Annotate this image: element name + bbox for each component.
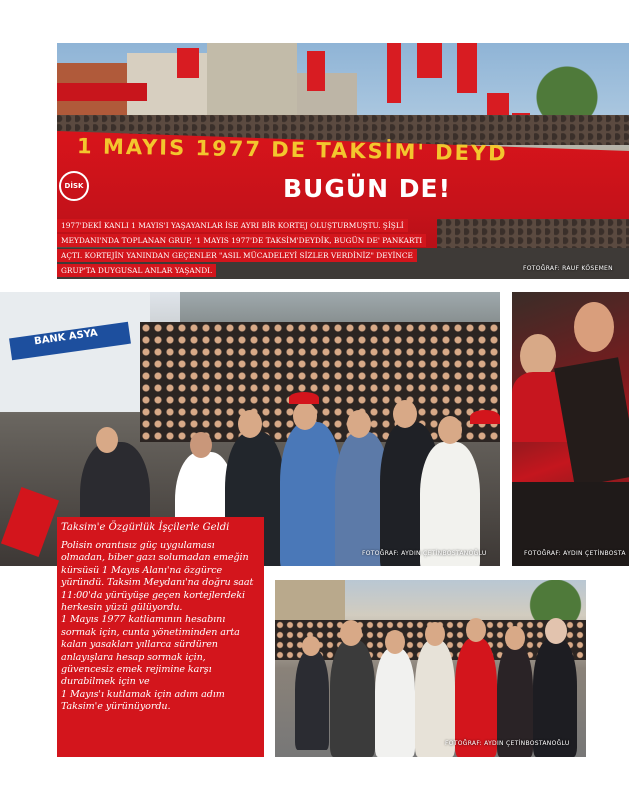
article-textbox bbox=[57, 517, 264, 757]
article-heading: Taksim'e Özgürlük İşçilerle Geldi bbox=[61, 522, 230, 533]
photo-credit: FOTOĞRAF: RAUF KÖSEMEN bbox=[523, 265, 613, 272]
storefront-sign: BANK ASYA bbox=[33, 327, 99, 348]
closeup-photo bbox=[512, 292, 629, 566]
disk-logo: DİSK bbox=[59, 171, 89, 201]
article-body: Polisin orantısız güç uygulaması olmadan, biber gazı solumadan emeğin kürsüsü 1 Mayıs Alanı'na özgürce yüründü. Taksim Meydanı'na doğru saat 11:00'da yürüyüşe geçen kortejlerdeki herkesin yüzü gülüyordu. 1 Mayıs 1977 katliamının hesabını sormak için, cunta yönetiminden arta kalan yasakları yıllarca sürdüren anlayışlara hesap sormak için, güvencesiz emek rejimine karşı durabilmek için ve 1 Mayıs'ı kutlamak için adım adım Taksim'e yürünüyordu. bbox=[61, 540, 254, 713]
photo-credit: FOTOĞRAF: AYDIN ÇETİNBOSTANOĞLU bbox=[362, 550, 487, 557]
banner-text-line2: BUGÜN DE! bbox=[283, 174, 452, 203]
photo-credit: FOTOĞRAF: AYDIN ÇETİNBOSTA bbox=[524, 550, 626, 557]
caption-text: 1977'DEKİ KANLI 1 MAYIS'I YAŞAYANLAR İSE AYRI BİR KORTEJ OLUŞTURMUŞTU. ŞİŞLİ MEYDANI'NDA TOPLANAN GRUP, '1 MAYIS 1977'DE TAKSİM'DEYDİK, BUGÜN DE' PANKARTI AÇTI. KORTEJİN YANINDAN GEÇENLER "ASIL MÜCADELEYİ SİZLER VERDİNİZ" DEYİNCE GRUP'TA DUYGUSAL ANLAR YAŞANDI. bbox=[57, 219, 426, 277]
clapping-marchers-photo bbox=[275, 580, 586, 757]
banner-photo-caption bbox=[57, 218, 440, 278]
photo-credit: FOTOĞRAF: AYDIN ÇETİNBOSTANOĞLU bbox=[445, 740, 570, 747]
banner-text-line1: 1 MAYIS 1977 DE TAKSİM' DEYD bbox=[76, 134, 508, 166]
